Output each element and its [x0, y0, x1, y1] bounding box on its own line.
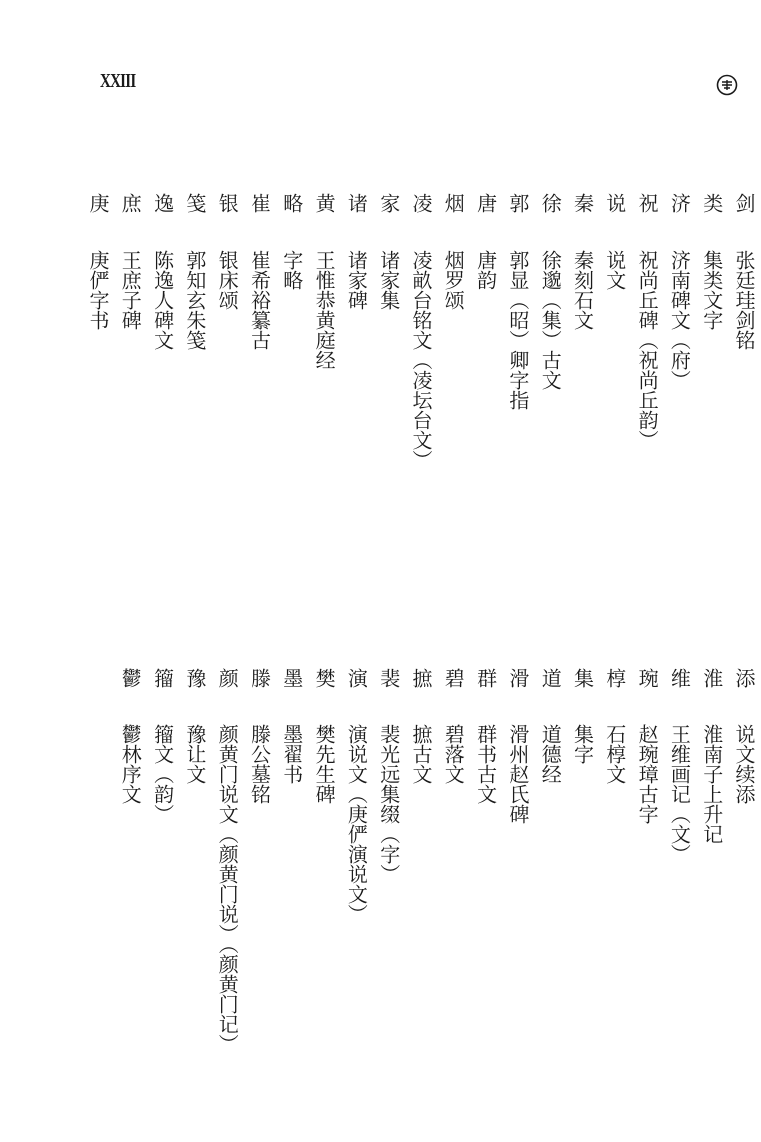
- index-head-char: 银: [215, 193, 240, 213]
- source-entry: 鬱林序文: [118, 724, 143, 804]
- source-entry: 诸家碑: [344, 250, 369, 310]
- index-head-char: 庚: [86, 193, 110, 213]
- source-entry: 籀文（韵）: [150, 724, 175, 824]
- index-head-char: 黄: [312, 193, 337, 213]
- source-entry: 演说文（庚俨演说文）: [344, 724, 369, 924]
- index-head-char: 演: [344, 668, 369, 688]
- source-entry: 陈逸人碑文: [150, 250, 175, 350]
- index-head-char: 道: [538, 668, 563, 688]
- index-head-char: 郭: [505, 193, 530, 213]
- index-head-char: 墨: [279, 668, 304, 688]
- index-head-char: 豫: [182, 668, 207, 688]
- index-head-char: 说: [602, 193, 627, 213]
- index-head-char: 逸: [150, 193, 175, 213]
- index-head-char: 凌: [409, 193, 433, 213]
- source-entry: 墨翟书: [279, 724, 304, 784]
- index-head-char: 徐: [538, 193, 563, 213]
- source-entry: 集字: [570, 724, 595, 764]
- source-entry: 石椁文: [602, 724, 627, 784]
- index-head-char: 家: [376, 193, 401, 213]
- index-head-char: 维: [667, 668, 692, 688]
- source-entry: 道德经: [538, 724, 563, 784]
- index-head-char: 秦: [570, 193, 595, 213]
- source-entry: 诸家集: [376, 250, 401, 310]
- source-entry: 碧落文: [441, 724, 466, 784]
- source-entry: 秦刻石文: [570, 250, 595, 330]
- index-head-char: 集: [570, 668, 595, 688]
- source-entry: 淮南子上升记: [699, 724, 724, 844]
- index-head-char: 摭: [409, 668, 433, 688]
- source-entry: 王维画记（文）: [667, 724, 692, 864]
- source-entry: 集类文字: [699, 250, 724, 330]
- source-entry: 樊先生碑: [312, 724, 337, 804]
- source-entry: 崔希裕纂古: [247, 250, 272, 350]
- index-head-char: 崔: [247, 193, 272, 213]
- source-entry: 裴光远集缀（字）: [376, 724, 401, 884]
- index-head-char: 唐: [473, 193, 498, 213]
- source-entry: 烟罗颂: [441, 250, 466, 310]
- source-entry: 摭古文: [409, 724, 433, 784]
- index-head-char: 略: [279, 193, 304, 213]
- index-head-char: 碧: [441, 668, 466, 688]
- source-entry: 济南碑文（府）: [667, 250, 692, 390]
- index-head-char: 笺: [182, 193, 207, 213]
- index-head-char: 类: [699, 193, 724, 213]
- source-entry: 祝尚丘碑（祝尚丘韵）: [635, 250, 660, 450]
- source-entry: 王庶子碑: [118, 250, 143, 330]
- index-head-char: 樊: [312, 668, 337, 688]
- source-entry: 张廷珪剑铭: [732, 250, 756, 350]
- index-head-char: 鬱: [118, 668, 143, 688]
- page-number: XXIII: [100, 70, 136, 92]
- source-entry: 庚俨字书: [86, 250, 110, 330]
- index-head-char: 庶: [118, 193, 143, 213]
- index-head-char: 祝: [635, 193, 660, 213]
- source-entry: 颜黄门说文（颜黄门说）（颜黄门记）: [215, 724, 240, 1054]
- index-head-char: 剑: [732, 193, 756, 213]
- index-head-char: 烟: [441, 193, 466, 213]
- index-head-char: 籀: [150, 668, 175, 688]
- index-head-char: 颜: [215, 668, 240, 688]
- source-entry: 凌畝台铭文（凌坛台文）: [409, 250, 433, 470]
- source-entry: 说文: [602, 250, 627, 290]
- index-head-char: 济: [667, 193, 692, 213]
- source-entry: 字略: [279, 250, 304, 290]
- source-entry: 赵琬璋古字: [635, 724, 660, 824]
- index-head-char: 椁: [602, 668, 627, 688]
- source-entry: 郭显（昭）卿字指: [505, 250, 530, 410]
- source-entry: 滕公墓铭: [247, 724, 272, 804]
- source-entry: 王惟恭黄庭经: [312, 250, 337, 370]
- source-entry: 滑州赵氏碑: [505, 724, 530, 824]
- index-head-char: 添: [732, 668, 756, 688]
- source-entry: 唐韵: [473, 250, 498, 290]
- index-head-char: 滕: [247, 668, 272, 688]
- source-entry: 银床颂: [215, 250, 240, 310]
- source-entry: 郭知玄朱笺: [182, 250, 207, 350]
- index-head-char: 裴: [376, 668, 401, 688]
- source-entry: 群书古文: [473, 724, 498, 804]
- index-head-char: 群: [473, 668, 498, 688]
- index-head-char: 滑: [505, 668, 530, 688]
- index-head-char: 诸: [344, 193, 369, 213]
- index-head-char: 琬: [635, 668, 660, 688]
- source-entry: 豫让文: [182, 724, 207, 784]
- index-head-char: 淮: [699, 668, 724, 688]
- source-entry: 说文续添: [732, 724, 756, 804]
- source-entry: 徐邈（集）古文: [538, 250, 563, 390]
